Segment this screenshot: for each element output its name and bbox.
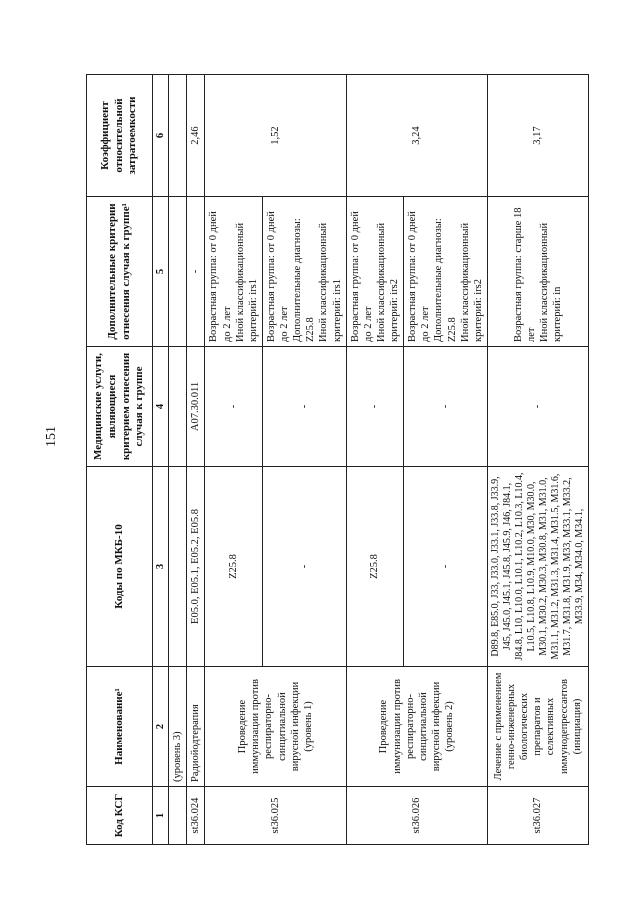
header-code: Код КСГ (87, 787, 153, 845)
medical-services: - (262, 347, 346, 467)
ksg-name: Лечение с применением генно-инженерных биологических препаратов и селективных иммунодепрессантов (инициация) (487, 667, 588, 787)
header-services: Медицинские услуги, являющиеся критерием отнесения случая к группе (87, 347, 153, 467)
extra-criteria: Возрастная группа: от 0 дней до 2 лет Иной классификационный критерий: irs1 (205, 197, 263, 347)
cont-mkb (169, 467, 187, 667)
column-number: 3 (153, 467, 169, 667)
column-number: 4 (153, 347, 169, 467)
mkb-codes: E05.0, E05.1, E05.2, E05.8 (187, 467, 205, 667)
cont-coef (169, 75, 187, 197)
ksg-code: st36.027 (487, 787, 588, 845)
column-number: 5 (153, 197, 169, 347)
header-criteria: Дополнительные критерии отнесения случая к группе¹ (87, 197, 153, 347)
extra-criteria: Возрастная группа: от 0 дней до 2 лет Дополнительные диагнозы: Z25.8 Иной классификационный критерий: irs2 (404, 197, 488, 347)
cost-coefficient: 1,52 (205, 75, 346, 197)
cont-services (169, 347, 187, 467)
mkb-codes: Z25.8 (346, 467, 404, 667)
ksg-name: Проведение иммунизации против респираторно-синцитиальной вирусной инфекции (уровень 1) (205, 667, 346, 787)
medical-services: - (487, 347, 588, 467)
mkb-codes: D89.8, E85.0, J33, J33.0, J33.1, J33.8, J33.9, J45, J45.0, J45.1, J45.8, J45.9, J46, J84.1, J84.8, L10, L10.0, L10.1, L10.2, L10.3, L10.4, L10.5, L10.8, L10.9, M10.0, M30, M30.0, M30.1, M30.2, M30.3, M30.8, M31, M31.0, M31.1, M31.2, M31.3, M31.4, M31.5, M31.6, M31.7, M31.8, M31.9, M33, M33.1, M33.2, M33.9, M34, M34.0, M34.1, (487, 467, 588, 667)
ksg-name: Радиойодтерапия (187, 667, 205, 787)
cont-criteria (169, 197, 187, 347)
medical-services: A07.30.011 (187, 347, 205, 467)
header-mkb: Коды по МКБ-10 (87, 467, 153, 667)
ksg-name: Проведение иммунизации против респираторно-синцитиальной вирусной инфекции (уровень 2) (346, 667, 487, 787)
column-number: 2 (153, 667, 169, 787)
cost-coefficient: 3,24 (346, 75, 487, 197)
medical-services: - (346, 347, 404, 467)
ksg-table (86, 74, 589, 845)
extra-criteria: - (187, 197, 205, 347)
extra-criteria: Возрастная группа: старше 18 лет Иной классификационный критерий: in (487, 197, 588, 347)
column-number-row (153, 75, 169, 845)
header-coef: Коэффициент относительной затратоемкости (87, 75, 153, 197)
medical-services: - (404, 347, 488, 467)
ksg-code: st36.025 (205, 787, 346, 845)
column-number: 6 (153, 75, 169, 197)
page-number: 151 (44, 426, 59, 447)
ksg-code: st36.024 (187, 787, 205, 845)
cont-code (169, 787, 187, 845)
mkb-codes: Z25.8 (205, 467, 263, 667)
cost-coefficient: 2,46 (187, 75, 205, 197)
cont-name: (уровень 3) (169, 667, 187, 787)
mkb-codes: - (262, 467, 346, 667)
header-name: Наименование¹ (87, 667, 153, 787)
column-number: 1 (153, 787, 169, 845)
header-row (87, 75, 153, 845)
table-row (187, 75, 205, 845)
table-row (487, 75, 588, 845)
mkb-codes: - (404, 467, 488, 667)
cost-coefficient: 3,17 (487, 75, 588, 197)
continuation-row (169, 75, 187, 845)
medical-services: - (205, 347, 263, 467)
extra-criteria: Возрастная группа: от 0 дней до 2 лет Иной классификационный критерий: irs2 (346, 197, 404, 347)
extra-criteria: Возрастная группа: от 0 дней до 2 лет Дополнительные диагнозы: Z25.8 Иной классификационный критерий: irs1 (262, 197, 346, 347)
ksg-code: st36.026 (346, 787, 487, 845)
rotated-table-wrapper (86, 75, 585, 845)
table-row (205, 75, 263, 845)
table-row (346, 75, 404, 845)
